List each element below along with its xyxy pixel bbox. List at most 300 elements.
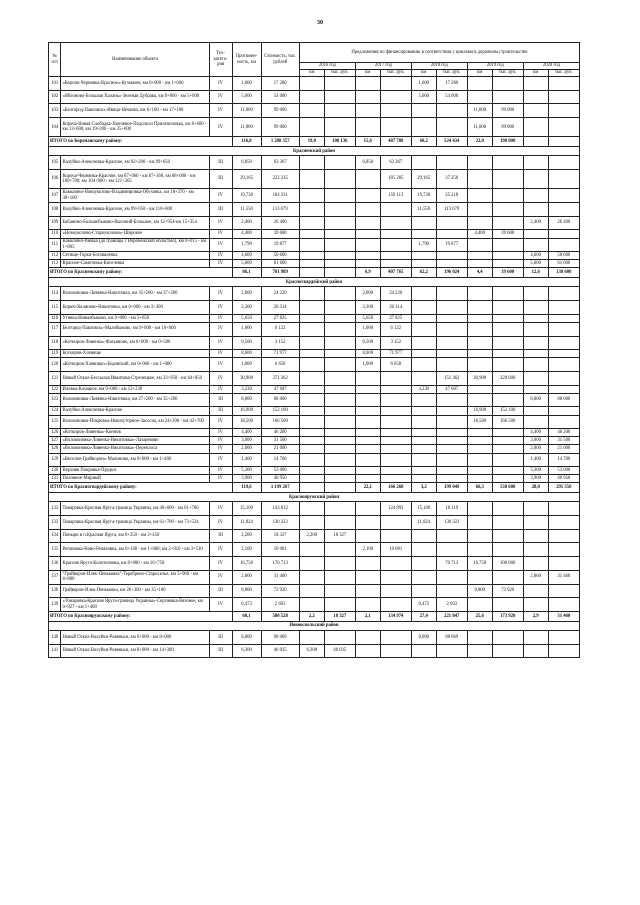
year-value-cell: [467, 644, 492, 658]
year-value-cell: [492, 252, 523, 260]
category-cell: IV: [209, 502, 232, 516]
category-cell: IV: [209, 516, 232, 530]
row-number: 139: [49, 598, 61, 612]
row-number: 114: [49, 287, 61, 301]
category-cell: IV: [209, 350, 232, 358]
length-cell: 4,400: [232, 230, 261, 238]
year-value-cell: [324, 252, 355, 260]
length-cell: 11,824: [232, 516, 261, 530]
total-row: [49, 268, 580, 278]
cost-cell: 3 152: [261, 336, 299, 350]
year-value-cell: 18,500: [467, 415, 492, 429]
category-cell: IV: [209, 445, 232, 453]
year-value-cell: 26 314: [380, 301, 411, 315]
financing-table: [48, 42, 580, 658]
year-value-cell: [492, 350, 523, 358]
year-value-cell: [324, 358, 355, 372]
year-value-cell: 0,500: [355, 336, 380, 350]
year-value-cell: [380, 77, 411, 91]
table-row: [49, 584, 580, 598]
length-cell: 19,730: [232, 189, 261, 203]
year-value-cell: 113 679: [436, 203, 467, 217]
object-name: Новый Оскол-Валуйки-Ровеньки, км 0+000 - км 8+000: [61, 630, 209, 644]
year-value-cell: [436, 118, 467, 137]
row-number: 102: [49, 90, 61, 104]
section-title: Красногвардейский район: [49, 278, 580, 287]
year-value-cell: [324, 287, 355, 301]
year-value-cell: 24 220: [380, 287, 411, 301]
table-row: [49, 238, 580, 252]
year-value-cell: 63 367: [380, 156, 411, 170]
year-value-cell: 5,300: [523, 467, 548, 475]
object-name: Белгород-Павловск»-Малобыково, км 9+000 - км 10+000: [61, 322, 209, 336]
cost-cell: 53 000: [261, 467, 299, 475]
year-value-cell: 5,650: [355, 314, 380, 322]
year-value-cell: 6 122: [380, 322, 411, 336]
year-value-cell: [467, 467, 492, 475]
year-value-cell: 100 000: [492, 557, 523, 571]
year-value-cell: 15,6: [355, 137, 380, 147]
year-value-cell: [324, 203, 355, 217]
year-value-cell: [492, 630, 523, 644]
year-value-cell: 88 000: [548, 393, 579, 407]
year-value-cell: [411, 429, 436, 437]
category-cell: IV: [209, 385, 232, 393]
length-cell: 2,860: [232, 570, 261, 584]
year-value-cell: [492, 156, 523, 170]
object-name: Красная Яруга-Колотиловка, км 0+000 - км 16+750: [61, 557, 209, 571]
year-value-cell: [380, 475, 411, 483]
year-value-cell: [355, 189, 380, 203]
year-value-cell: 11,824: [411, 516, 436, 530]
year-value-cell: [380, 415, 411, 429]
table-row: [49, 385, 580, 393]
year-value-cell: 18 327: [324, 529, 355, 543]
year-value-cell: [467, 287, 492, 301]
year-value-cell: [299, 372, 324, 386]
cost-cell: 166 500: [261, 415, 299, 429]
year-value-cell: [411, 230, 436, 238]
row-number: 121: [49, 372, 61, 386]
year-value-cell: [411, 445, 436, 453]
year-value-cell: [467, 90, 492, 104]
row-number: 125: [49, 415, 61, 429]
length-cell: 1,400: [232, 453, 261, 467]
table-row: [49, 630, 580, 644]
cost-cell: 88 000: [261, 393, 299, 407]
year-value-cell: [548, 358, 579, 372]
year-value-cell: [355, 453, 380, 467]
length-cell: 119,6: [232, 483, 261, 493]
row-number: 104: [49, 118, 61, 137]
year-value-cell: 1,000: [355, 322, 380, 336]
object-name: «Новоуколово-Староуколово»-Широкое: [61, 230, 209, 238]
year-value-cell: 2,400: [523, 216, 548, 230]
table-row: [49, 301, 580, 315]
length-cell: 16,750: [232, 557, 261, 571]
year-value-cell: [380, 252, 411, 260]
year-value-cell: [299, 543, 324, 557]
total-row: [49, 483, 580, 493]
year-value-cell: 99 000: [492, 118, 523, 137]
category-cell: III: [209, 393, 232, 407]
year-value-cell: [380, 557, 411, 571]
year-value-cell: [411, 358, 436, 372]
object-name: «Волоконовка-Ливенка-Никитовка»-Переплоса: [61, 445, 209, 453]
table-row: [49, 203, 580, 217]
year-value-cell: [411, 557, 436, 571]
length-cell: 5,650: [232, 314, 261, 322]
year-value-cell: [548, 350, 579, 358]
year-value-cell: [492, 170, 523, 189]
table-row: [49, 314, 580, 322]
year-value-cell: [411, 453, 436, 467]
year-value-cell: [548, 170, 579, 189]
object-name: Верхняя Покровка-Прудки: [61, 467, 209, 475]
year-value-cell: [523, 77, 548, 91]
row-number: 124: [49, 407, 61, 415]
object-name: «Коткиров-Хлевище»-Бодовский, км 0+000 - км 1+000: [61, 358, 209, 372]
length-cell: 11,000: [232, 104, 261, 118]
year-value-cell: 46 200: [548, 429, 579, 437]
year-value-cell: [548, 557, 579, 571]
year-value-cell: [299, 230, 324, 238]
header-year-2019: 2019 год: [467, 63, 523, 70]
year-value-cell: 151 362: [436, 372, 467, 386]
year-value-cell: [324, 429, 355, 437]
cost-cell: 71 977: [261, 350, 299, 358]
category-cell: III: [209, 203, 232, 217]
year-value-cell: [299, 415, 324, 429]
table-row: [49, 598, 580, 612]
section-row: [49, 621, 580, 630]
table-row: [49, 393, 580, 407]
year-value-cell: [324, 543, 355, 557]
year-value-cell: [523, 336, 548, 350]
year-value-cell: [324, 372, 355, 386]
year-value-cell: [492, 393, 523, 407]
year-value-cell: [523, 230, 548, 238]
year-value-cell: [492, 287, 523, 301]
category-cell: IV: [209, 260, 232, 268]
year-value-cell: [492, 216, 523, 230]
table-row: [49, 77, 580, 91]
year-value-cell: [523, 385, 548, 393]
year-value-cell: [436, 393, 467, 407]
year-value-cell: 166 268: [380, 483, 411, 493]
header-category: Тех-катего-рия: [209, 43, 232, 77]
row-number: 138: [49, 584, 61, 598]
year-value-cell: [299, 429, 324, 437]
year-value-cell: [324, 445, 355, 453]
year-value-cell: [324, 260, 355, 268]
table-row: [49, 475, 580, 483]
year-value-cell: [467, 598, 492, 612]
section-title: Новооскольский район: [49, 621, 580, 630]
year-value-cell: 31 500: [548, 437, 579, 445]
row-number: 126: [49, 429, 61, 437]
year-value-cell: [355, 118, 380, 137]
year-value-cell: [523, 630, 548, 644]
year-value-cell: [411, 252, 436, 260]
cost-cell: 143 012: [261, 502, 299, 516]
object-name: Валуйки-Алексеевка-Красное, км 92+200 - км 99+050: [61, 156, 209, 170]
object-name: Поныри в п.Красная Яруга, км 0+250 - км 2+450: [61, 529, 209, 543]
year-value-cell: [548, 287, 579, 301]
year-value-cell: [380, 260, 411, 268]
year-value-cell: [299, 189, 324, 203]
year-value-cell: [324, 393, 355, 407]
row-number: 122: [49, 385, 61, 393]
year-value-cell: [548, 156, 579, 170]
year-value-cell: [299, 216, 324, 230]
length-cell: 1,000: [232, 358, 261, 372]
year-value-cell: 54 000: [436, 90, 467, 104]
cost-cell: 47 687: [261, 385, 299, 393]
length-cell: 5,000: [232, 90, 261, 104]
year-value-cell: [436, 407, 467, 415]
header-year-2017: 2017 год: [355, 63, 411, 70]
year-value-cell: [467, 252, 492, 260]
header-name: Наименование объекта: [61, 43, 209, 77]
cost-cell: 130 322: [261, 516, 299, 530]
year-value-cell: [492, 385, 523, 393]
year-value-cell: [523, 598, 548, 612]
year-value-cell: [324, 584, 355, 598]
year-value-cell: [523, 516, 548, 530]
object-name: «Яблоново-Большая Халань»-Зеленая Дубрава, км 0+000 - км 5+000: [61, 90, 209, 104]
year-value-cell: 98 069: [436, 630, 467, 644]
category-cell: IV: [209, 557, 232, 571]
year-value-cell: [548, 372, 579, 386]
year-value-cell: [380, 570, 411, 584]
year-value-cell: [299, 238, 324, 252]
year-value-cell: 2,9: [523, 611, 548, 621]
year-value-cell: [411, 393, 436, 407]
year-value-cell: [380, 90, 411, 104]
cost-cell: 50 600: [261, 252, 299, 260]
year-value-cell: [523, 543, 548, 557]
year-value-cell: [523, 118, 548, 137]
year-value-cell: 1,600: [411, 77, 436, 91]
year-value-cell: 66,3: [467, 483, 492, 493]
year-value-cell: [467, 385, 492, 393]
length-cell: 4,600: [232, 252, 261, 260]
year-value-cell: [523, 170, 548, 189]
year-value-cell: 99 000: [492, 104, 523, 118]
year-value-cell: [492, 570, 523, 584]
row-number: 132: [49, 502, 61, 516]
year-value-cell: 47 687: [436, 385, 467, 393]
year-value-cell: [548, 203, 579, 217]
year-value-cell: [355, 467, 380, 475]
table-row: [49, 516, 580, 530]
object-name: Новый Оскол-Бессылая Ивантова-Стрелецкое, км 33+950 - км 64+850: [61, 372, 209, 386]
table-row: [49, 252, 580, 260]
year-value-cell: [324, 77, 355, 91]
cost-cell: 54 000: [261, 90, 299, 104]
category-cell: IV: [209, 358, 232, 372]
category-cell: IV: [209, 104, 232, 118]
year-value-cell: [299, 104, 324, 118]
year-value-cell: 30,900: [467, 372, 492, 386]
length-cell: 3,230: [232, 385, 261, 393]
year-value-cell: 173 920: [492, 611, 523, 621]
row-number: 128: [49, 445, 61, 453]
category-cell: IV: [209, 252, 232, 260]
year-value-cell: [324, 502, 355, 516]
year-value-cell: 70 713: [436, 557, 467, 571]
category-cell: IV: [209, 372, 232, 386]
year-value-cell: [299, 301, 324, 315]
year-value-cell: [355, 437, 380, 445]
cost-cell: 99 000: [261, 118, 299, 137]
year-value-cell: 16,750: [467, 557, 492, 571]
table-row: [49, 189, 580, 203]
year-value-cell: [523, 238, 548, 252]
year-value-cell: [492, 598, 523, 612]
year-value-cell: [355, 203, 380, 217]
year-value-cell: [324, 467, 355, 475]
header-rub: тыс. руб.: [436, 70, 467, 77]
year-value-cell: [492, 314, 523, 322]
year-value-cell: [548, 644, 579, 658]
row-number: 112: [49, 252, 61, 260]
year-value-cell: [380, 372, 411, 386]
year-value-cell: 73 920: [492, 584, 523, 598]
cost-cell: 24 220: [261, 287, 299, 301]
cost-cell: 40 950: [261, 475, 299, 483]
row-number: 135: [49, 543, 61, 557]
year-value-cell: [467, 189, 492, 203]
year-value-cell: 2,2: [299, 611, 324, 621]
year-value-cell: [411, 584, 436, 598]
year-value-cell: 2,000: [523, 445, 548, 453]
year-value-cell: [467, 170, 492, 189]
object-name: Валуйки-Алексеевка-Красное: [61, 407, 209, 415]
category-cell: IV: [209, 429, 232, 437]
year-value-cell: [355, 429, 380, 437]
category-cell: IV: [209, 118, 232, 137]
year-value-cell: [299, 557, 324, 571]
header-rub: тыс. руб.: [492, 70, 523, 77]
total-row: [49, 611, 580, 621]
year-value-cell: 53 000: [548, 467, 579, 475]
year-value-cell: 19,0: [299, 137, 324, 147]
category-cell: IV: [209, 77, 232, 91]
year-value-cell: [467, 260, 492, 268]
row-number: 119: [49, 350, 61, 358]
year-value-cell: [467, 358, 492, 372]
row-number: 115: [49, 301, 61, 315]
year-value-cell: [411, 644, 436, 658]
year-value-cell: [380, 203, 411, 217]
year-value-cell: [324, 475, 355, 483]
year-value-cell: [380, 393, 411, 407]
year-value-cell: 27,4: [411, 611, 436, 621]
year-value-cell: [324, 238, 355, 252]
year-value-cell: 62,2: [411, 268, 436, 278]
year-value-cell: [411, 104, 436, 118]
year-value-cell: [436, 252, 467, 260]
cost-cell: 46 200: [261, 429, 299, 437]
year-value-cell: [436, 336, 467, 350]
year-value-cell: [467, 314, 492, 322]
object-name: Томаровка-Красная Яруга-граница Украины, км 61+700 - км 73+524: [61, 516, 209, 530]
year-value-cell: 199 049: [436, 483, 467, 493]
year-value-cell: [355, 630, 380, 644]
year-value-cell: [324, 516, 355, 530]
year-value-cell: [411, 437, 436, 445]
year-value-cell: [467, 437, 492, 445]
year-value-cell: [380, 584, 411, 598]
category-cell: IV: [209, 90, 232, 104]
year-value-cell: 4,600: [523, 252, 548, 260]
year-value-cell: [411, 216, 436, 230]
year-value-cell: 18 327: [324, 611, 355, 621]
year-value-cell: 3,000: [523, 437, 548, 445]
year-value-cell: 2,100: [355, 543, 380, 557]
row-number: 109: [49, 216, 61, 230]
header-rub: тыс. руб.: [324, 70, 355, 77]
length-cell: 2,400: [232, 216, 261, 230]
table-row: [49, 230, 580, 238]
year-value-cell: 6,850: [355, 156, 380, 170]
year-value-cell: [492, 238, 523, 252]
year-value-cell: [492, 77, 523, 91]
table-row: [49, 644, 580, 658]
year-value-cell: 138 600: [548, 268, 579, 278]
year-value-cell: [548, 529, 579, 543]
object-name: Бирюч-Калиново-Никитовка, км 0+000 - км 3+300: [61, 301, 209, 315]
year-value-cell: [324, 483, 355, 493]
header-km: км: [355, 70, 380, 77]
year-value-cell: 159 113: [380, 189, 411, 203]
year-value-cell: [411, 322, 436, 336]
year-value-cell: [355, 445, 380, 453]
cost-cell: 17 280: [261, 77, 299, 91]
length-cell: 16,900: [232, 407, 261, 415]
year-value-cell: [355, 238, 380, 252]
year-value-cell: [523, 322, 548, 336]
table-row: [49, 118, 580, 137]
length-cell: 0,500: [232, 336, 261, 350]
row-number: 141: [49, 644, 61, 658]
object-name: «Белгород-Павловск»-Ивица-Нечаево, км 6+100 - км 17+100: [61, 104, 209, 118]
year-value-cell: [299, 445, 324, 453]
year-value-cell: 50 600: [548, 252, 579, 260]
cost-cell: 2 693: [261, 598, 299, 612]
year-value-cell: 538 600: [492, 483, 523, 493]
year-value-cell: 196 024: [436, 268, 467, 278]
year-value-cell: 5,000: [411, 90, 436, 104]
year-value-cell: [523, 372, 548, 386]
year-value-cell: [299, 350, 324, 358]
year-value-cell: [436, 301, 467, 315]
year-value-cell: [355, 570, 380, 584]
year-value-cell: [355, 372, 380, 386]
year-value-cell: 19,730: [411, 189, 436, 203]
year-value-cell: [411, 301, 436, 315]
year-value-cell: [299, 358, 324, 372]
year-value-cell: [467, 429, 492, 437]
year-value-cell: [492, 445, 523, 453]
year-value-cell: [492, 429, 523, 437]
category-cell: IV: [209, 287, 232, 301]
year-value-cell: [548, 336, 579, 350]
cost-cell: 184 331: [261, 189, 299, 203]
year-value-cell: [324, 268, 355, 278]
